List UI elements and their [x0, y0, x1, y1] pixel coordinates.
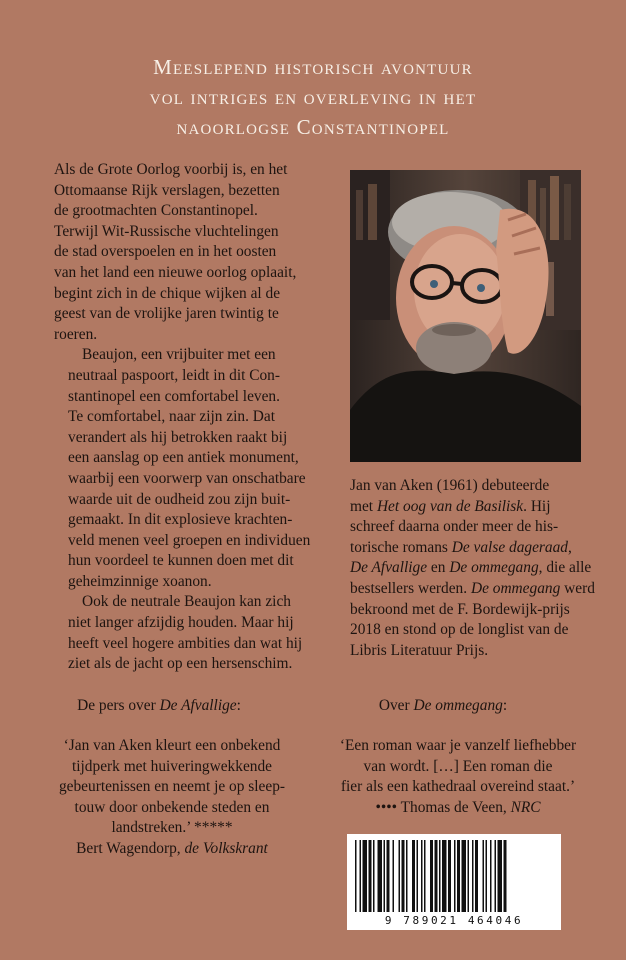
blurb — [54, 160, 324, 675]
heading-text: : — [502, 697, 508, 714]
barcode-bar — [483, 840, 485, 912]
barcode-bar — [498, 840, 503, 912]
blurb-line: niet langer afzijdig houden. Maar hij — [68, 614, 294, 632]
bio-text: met — [350, 497, 377, 515]
source-name: Bert Wagendorp, — [76, 839, 185, 857]
blurb-line: waarbij een voorwerp van onschatbare — [68, 469, 306, 487]
bio-text: werd — [560, 579, 595, 597]
blurb-line: begint zich in de chique wijken al de — [54, 284, 281, 302]
barcode-bar — [363, 840, 368, 912]
barcode-bar — [412, 840, 415, 912]
heading-text: : — [236, 697, 241, 714]
barcode-bar — [448, 840, 451, 912]
press-quote-heading-left — [64, 696, 254, 716]
quote-source — [322, 798, 594, 819]
barcode-bar — [486, 840, 488, 912]
blurb-line: gemaakt. In dit explosieve krachten- — [68, 511, 293, 529]
book-title: De ommegang — [413, 697, 503, 714]
press-quote-left — [38, 736, 306, 860]
barcode-bar — [399, 840, 401, 912]
barcode-bar — [454, 840, 456, 912]
blurb-line: veld menen veel groepen en individuen — [68, 531, 311, 549]
barcode-bar — [468, 840, 470, 912]
bio-line — [350, 579, 595, 600]
quote-line: touw door onbekende steden en — [74, 798, 270, 816]
barcode-bar — [475, 840, 478, 912]
isbn-barcode — [347, 834, 561, 930]
quote-line: fier als een kathedraal overeind staat.’ — [340, 778, 576, 796]
blurb-line: geheimzinnige xoanon. — [68, 572, 212, 590]
bio-text: en — [427, 559, 450, 577]
barcode-bar — [402, 840, 405, 912]
bio-line: Libris Literatuur Prijs. — [350, 641, 489, 659]
blurb-line: van het land een nieuwe oorlog oplaait, — [54, 263, 297, 281]
blurb-line: Ottomaanse Rijk verslagen, bezetten — [54, 181, 280, 199]
barcode-bar — [495, 840, 497, 912]
quote-line: ‘Een roman waar je vanzelf liefhebber — [339, 737, 577, 754]
barcode-bar — [417, 840, 419, 912]
headline — [0, 52, 626, 142]
bio-line: 2018 en stond op de longlist van de — [350, 621, 569, 639]
blurb-line: een aanslag op een antiek monument, — [68, 449, 299, 467]
blurb-line: de grootmachten Constantinopel. — [54, 202, 258, 220]
quote-line: gebeurtenissen en neemt je op sleep- — [58, 778, 286, 796]
source-publication: de Volkskrant — [184, 839, 268, 857]
author-portrait-illustration — [350, 170, 581, 462]
barcode-bar — [462, 840, 467, 912]
blurb-line: stantinopel een comfortabel leven. — [68, 387, 280, 405]
blurb-paragraph-2 — [54, 345, 324, 592]
book-title: De Afvallige — [159, 697, 237, 714]
rating-dots: •••• — [375, 798, 401, 816]
press-quote-right — [322, 736, 594, 818]
author-photo — [350, 170, 581, 462]
source-name: Thomas de Veen, — [400, 798, 511, 816]
bio-line — [350, 558, 592, 579]
blurb-line: Ook de neutrale Beaujon kan zich — [82, 593, 291, 611]
bio-text: . Hij — [523, 497, 551, 515]
bio-line — [350, 538, 586, 559]
heading-text: De pers over — [77, 697, 160, 714]
blurb-line: neutraal paspoort, leidt in dit Con- — [68, 366, 281, 384]
barcode-bar — [457, 840, 460, 912]
blurb-line: roeren. — [54, 325, 98, 343]
book-title: De valse dageraad — [451, 538, 568, 556]
blurb-line: de stad overspoelen en in het oosten — [54, 243, 277, 261]
barcode-bar — [472, 840, 474, 912]
barcode-bar — [442, 840, 447, 912]
bio-line: bekroond met de F. Bordewijk-prijs — [350, 600, 570, 618]
headline-line-3: naoorlogse Constantinopel — [176, 115, 450, 139]
blurb-paragraph-3 — [54, 592, 324, 674]
quote-line: van wordt. […] Een roman die — [363, 757, 553, 775]
blurb-line: Beaujon, een vrijbuiter met een — [82, 346, 276, 364]
barcode-bar — [439, 840, 441, 912]
isbn-number: 9 789021 464046 — [384, 914, 524, 927]
book-title: Het oog van de Basilisk — [376, 497, 524, 515]
bio-text: bestsellers werden. — [350, 579, 471, 597]
bio-text: torische romans — [350, 538, 452, 556]
press-quote-heading-right — [358, 696, 528, 716]
bio-text: , — [568, 538, 572, 556]
headline-line-1: Meeslepend historisch avontuur — [153, 55, 473, 79]
barcode-bar — [387, 840, 390, 912]
barcode-bar — [490, 840, 492, 912]
heading-text: Over — [378, 697, 414, 714]
book-title: De ommegang — [449, 559, 539, 577]
barcode-bar — [406, 840, 408, 912]
quote-line: landstreken.’ ***** — [111, 819, 233, 837]
blurb-paragraph-1 — [54, 160, 324, 345]
bio-text: , die alle — [538, 559, 592, 577]
barcode-bar — [373, 840, 375, 912]
bio-line — [350, 497, 586, 518]
barcode-bar — [360, 840, 362, 912]
blurb-line: ziet als de jacht op een hersenschim. — [68, 655, 293, 673]
blurb-line: Terwijl Wit-Russische vluchtelingen — [54, 222, 279, 240]
quote-source — [38, 839, 306, 860]
blurb-line: geest van de vrolijke jaren twintig te — [54, 305, 279, 323]
book-title: De Afvallige — [350, 559, 428, 577]
barcode-bar — [355, 840, 357, 912]
blurb-line: waarde uit de oudheid zou zijn buit- — [68, 490, 291, 508]
barcode-bar — [430, 840, 433, 912]
barcode-bar — [435, 840, 438, 912]
blurb-line: Te comfortabel, naar zijn zin. Dat — [68, 408, 276, 426]
barcode-bar — [384, 840, 386, 912]
source-publication: NRC — [510, 798, 541, 816]
barcode-bar — [393, 840, 395, 912]
blurb-line: heeft veel hogere ambities dan wat hij — [68, 634, 303, 652]
headline-line-2: vol intriges en overleving in het — [149, 85, 477, 109]
bio-line: Jan van Aken (1961) debuteerde — [350, 477, 550, 494]
barcode-bar — [421, 840, 423, 912]
barcode-bars — [347, 834, 561, 914]
blurb-line: Als de Grote Oorlog voorbij is, en het — [54, 161, 288, 178]
barcode-bar — [378, 840, 383, 912]
bio-line: schreef daarna onder meer de his- — [350, 518, 559, 536]
barcode-bar — [424, 840, 426, 912]
quote-line: ‘Jan van Aken kleurt een onbekend — [63, 737, 281, 754]
quote-line: tijdperk met huiveringwekkende — [71, 757, 273, 775]
barcode-bar — [369, 840, 372, 912]
blurb-line: hun voordeel te kunnen doen met dit — [68, 552, 294, 570]
book-title: De ommegang — [470, 579, 561, 597]
barcode-bar — [504, 840, 507, 912]
blurb-line: verandert als hij betrokken raakt bij — [68, 428, 288, 446]
author-bio — [350, 476, 595, 661]
